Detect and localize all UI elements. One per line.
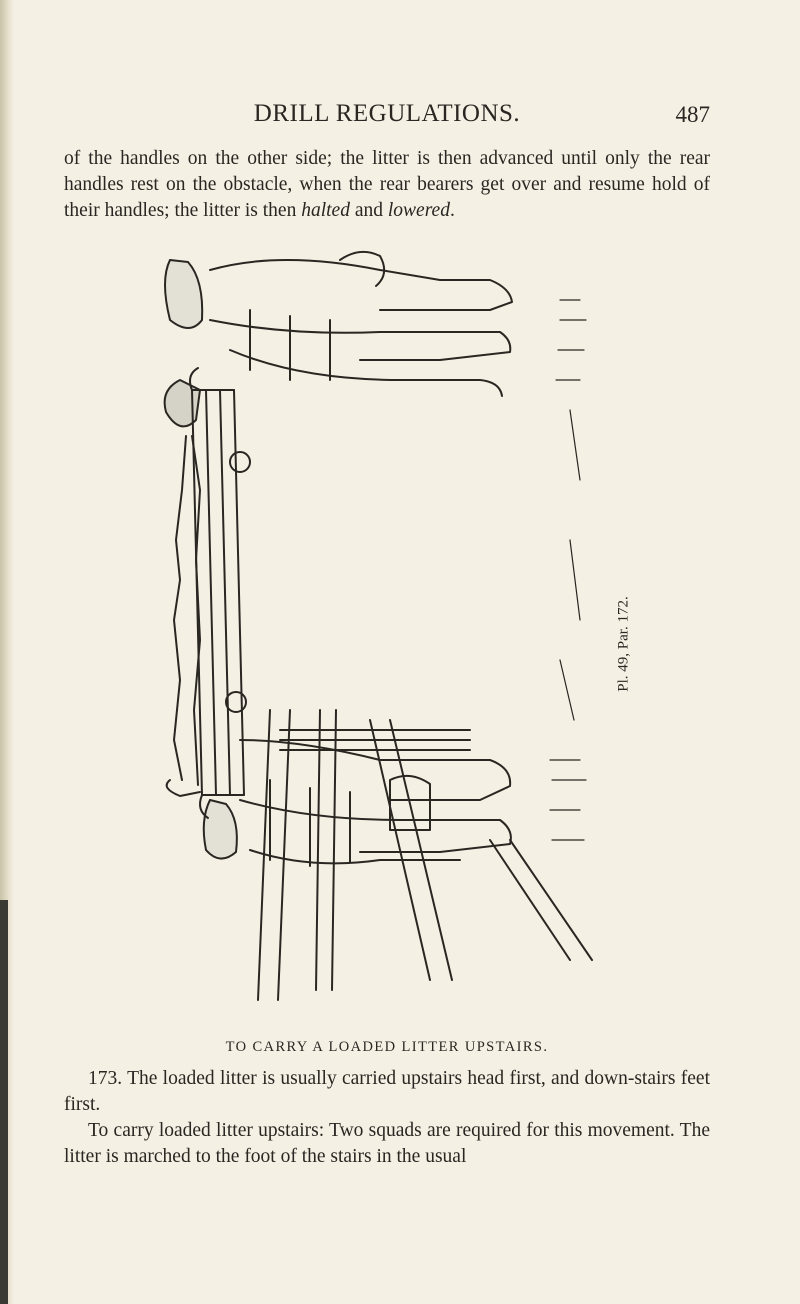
page-number: 487 [675, 102, 710, 127]
running-head [64, 98, 710, 138]
top-paragraph-emphasis-halted: halted [301, 200, 350, 221]
section-number: 173. [88, 1068, 123, 1089]
top-paragraph-emphasis-lowered: lowered [387, 200, 450, 221]
running-head-title: DRILL REGULATIONS. [253, 100, 521, 127]
top-paragraph-text-2: and [349, 200, 388, 221]
illustration-caption: TO CARRY A LOADED LITTER UPSTAIRS. [225, 1039, 549, 1055]
top-paragraph [64, 146, 710, 224]
litter-illustration [140, 240, 620, 1020]
stairs [258, 710, 592, 1000]
plate-reference [606, 584, 642, 704]
section-173 [64, 1066, 710, 1170]
patient-on-litter [165, 380, 200, 796]
section-173-para-2: To carry loaded litter upstairs: Two squads are required for this movement. The litter is marched to the foot of the stairs in the usual [64, 1120, 710, 1167]
rear-bearer-top [165, 252, 512, 396]
section-173-text: The loaded litter is usually carried upstairs head first, and down-stairs feet first. [64, 1068, 710, 1115]
binding-edge [0, 900, 8, 1304]
plate-reference-text: Pl. 49, Par. 172. [615, 596, 632, 692]
feet-and-ground-hatching [550, 300, 586, 840]
top-paragraph-text-1: of the handles on the other side; the litter is then advanced until only the rear handles rest on the obstacle, when the rear bearers get over and resume hold of their handles; the litter is then [64, 148, 710, 221]
front-bearer-bottom [204, 740, 511, 866]
top-paragraph-text-3: . [449, 200, 455, 221]
litter-stretcher [190, 368, 250, 818]
